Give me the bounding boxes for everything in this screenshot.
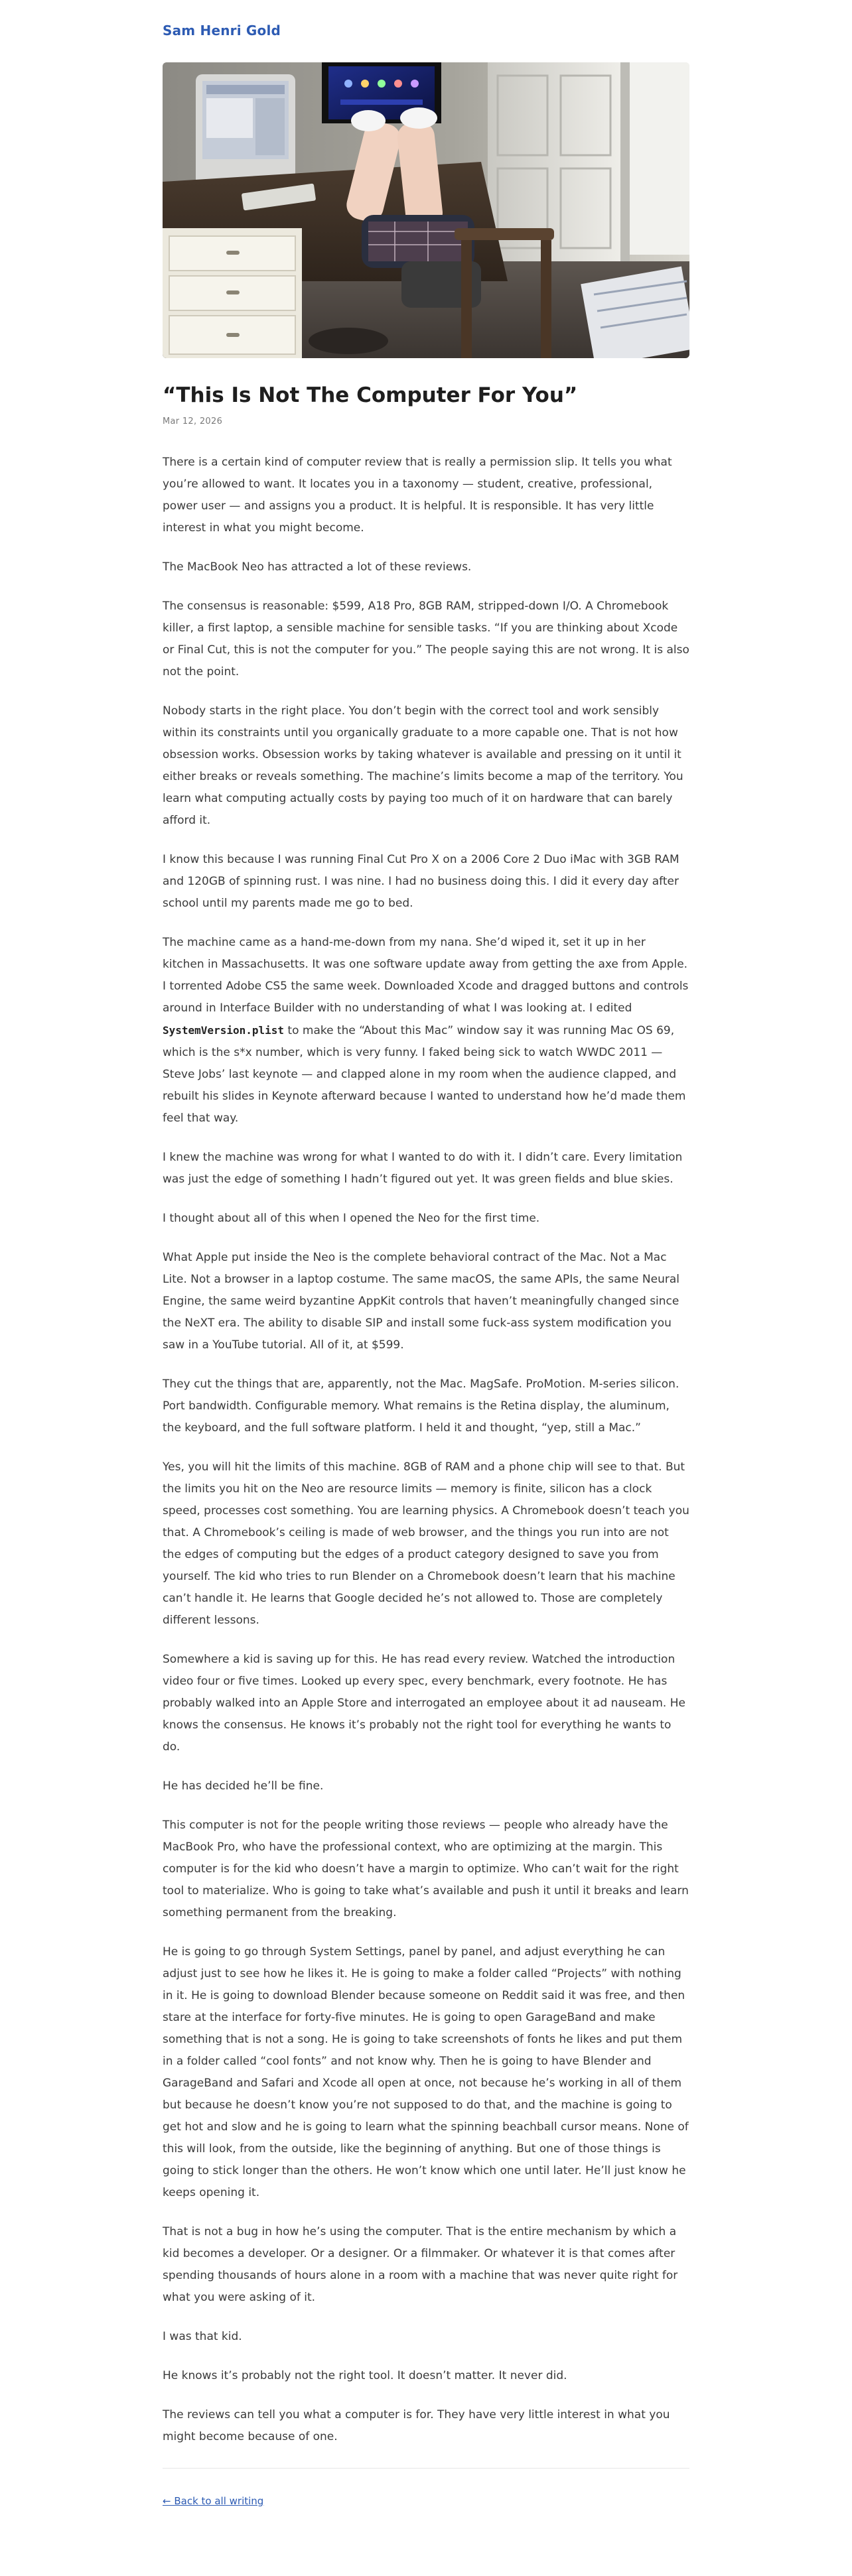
paragraph: What Apple put inside the Neo is the complete behavioral contract of the Mac. Not a Mac Lite. Not a browser in a laptop costume. The same macOS, the same APIs, the same Neural Engine, the same weird byzantine AppKit controls that haven’t meaningfully changed since the NeXT era. The ability to disable SIP and install some fuck-ass system modification you saw in a YouTube tutorial. All of it, at $599. bbox=[163, 1251, 680, 1352]
post-body bbox=[163, 452, 689, 2448]
site-header bbox=[163, 23, 689, 38]
paragraph: Somewhere a kid is saving up for this. He has read every review. Watched the introduction video four or five times. Looked up every spec, every benchmark, every footnote. He has probably walked into an Apple Store and interrogated an employee about it ad nauseam. He knows the consensus. He knows it’s probably not the right tool for everything he wants to do. bbox=[163, 1653, 685, 1754]
paragraph: He knows it’s probably not the right tool. It doesn’t matter. It never did. bbox=[163, 2369, 567, 2382]
hero-image bbox=[163, 62, 689, 358]
paragraph: They cut the things that are, apparently, not the Mac. MagSafe. ProMotion. M-series silicon. Port bandwidth. Configurable memory. What remains is the Retina display, the aluminum, the keyboard, and the full software platform. I held it and thought, “yep, still a Mac.” bbox=[163, 1378, 679, 1435]
footer-divider bbox=[163, 2468, 689, 2469]
paragraph: There is a certain kind of computer review that is really a permission slip. It tells you what you’re allowed to want. It locates you in a taxonomy — student, creative, professional, power user — and assigns you a product. It is helpful. It is responsible. It has very little interest in what you might become. bbox=[163, 456, 672, 535]
paragraph: The MacBook Neo has attracted a lot of these reviews. bbox=[163, 560, 472, 574]
paragraph: I thought about all of this when I opened the Neo for the first time. bbox=[163, 1212, 540, 1225]
paragraph: Yes, you will hit the limits of this machine. 8GB of RAM and a phone chip will see to that. But the limits you hit on the Neo are resource limits — memory is finite, silicon has a clock speed, processes cost something. You are learning physics. A Chromebook doesn’t teach you that. A Chromebook’s ceiling is made of web browser, and the things you run into are not the edges of computing but the edges of a product category designed to save you from yourself. The kid who tries to run Blender on a Chromebook doesn’t learn that his machine can’t handle it. He learns that Google decided he’s not allowed to. Those are completely different lessons. bbox=[163, 1460, 689, 1627]
paragraph: He has decided he’ll be fine. bbox=[163, 1779, 324, 1793]
paragraph-text: to make the “About this Mac” window say it was running Mac OS 69, which is the s*x number, which is very funny. I faked being sick to watch WWDC 2011 — Steve Jobs’ last keynote — and clapped alone in my room when the audience clapped, and rebuilt his slides in Keynote afterward because I wanted to understand how he’d made them feel that way. bbox=[163, 1024, 686, 1125]
post-title: “This Is Not The Computer For You” bbox=[163, 383, 578, 407]
paragraph: The consensus is reasonable: $599, A18 Pro, 8GB RAM, stripped-down I/O. A Chromebook killer, a first laptop, a sensible machine for sensible tasks. “If you are thinking about Xcode or Final Cut, this is not the computer for you.” The people saying this are not wrong. It is also not the point. bbox=[163, 600, 689, 678]
page bbox=[163, 0, 689, 2507]
inline-code: SystemVersion.plist bbox=[163, 1024, 285, 1037]
paragraph-text: The machine came as a hand-me-down from my nana. She’d wiped it, set it up in her kitchen in Massachusetts. It was one software update away from getting the axe from Apple. I torrented Adobe CS5 the same week. Downloaded Xcode and dragged buttons and controls around in Interface Builder with no understanding of what I was looking at. I edited bbox=[163, 936, 689, 1015]
paragraph: That is not a bug in how he’s using the computer. That is the entire mechanism by which a kid becomes a developer. Or a designer. Or a filmmaker. Or whatever it is that comes after spending thousands of hours alone in a room with a machine that was never quite right for what you were asking of it. bbox=[163, 2225, 678, 2304]
paragraph: I knew the machine was wrong for what I wanted to do with it. I didn’t care. Every limitation was just the edge of something I hadn’t figured out yet. It was green fields and blue skies. bbox=[163, 1151, 683, 1186]
paragraph bbox=[163, 932, 689, 1129]
paragraph: Nobody starts in the right place. You don’t begin with the correct tool and work sensibly within its constraints until you organically graduate to a more capable one. That is not how obsession works. Obsession works by taking whatever is available and pressing on it until it either breaks or reveals something. The machine’s limits become a map of the territory. You learn what computing actually costs by paying too much of it on hardware that can barely afford it. bbox=[163, 704, 683, 827]
site-name-link[interactable]: Sam Henri Gold bbox=[163, 23, 281, 38]
paragraph: He is going to go through System Settings, panel by panel, and adjust everything he can adjust just to see how he likes it. He is going to make a folder called “Projects” with nothing in it. He is going to download Blender because someone on Reddit said it was free, and then stare at the interface for forty-five minutes. He is going to open GarageBand and make something that is not a song. He is going to take screenshots of fonts he likes and put them in a folder called “cool fonts” and not know why. Then he is going to have Blender and GarageBand and Safari and Xcode all open at once, not because he’s working in all of them but because he doesn’t know you’re not supposed to do that, and the machine is going to get hot and slow and he is going to learn what the spinning beachball cursor means. None of this will look, from the outside, like the beginning of anything. But one of those things is going to stick longer than the others. He won’t know which one until later. He’ll just know he keeps opening it. bbox=[163, 1945, 689, 2199]
paragraph: This computer is not for the people writing those reviews — people who already have the MacBook Pro, who have the professional context, who are optimizing at the margin. This computer is for the kid who doesn’t have a margin to optimize. Who can’t wait for the right tool to materialize. Who is going to take what’s available and push it until it breaks and learn something permanent from the breaking. bbox=[163, 1819, 689, 1919]
paragraph: The reviews can tell you what a computer is for. They have very little interest in what you might become because of one. bbox=[163, 2408, 670, 2443]
post-date: Mar 12, 2026 bbox=[163, 417, 223, 426]
paragraph: I was that kid. bbox=[163, 2330, 242, 2343]
back-to-all-writing-link[interactable]: ← Back to all writing bbox=[163, 2495, 264, 2507]
paragraph: I know this because I was running Final Cut Pro X on a 2006 Core 2 Duo iMac with 3GB RAM and 120GB of spinning rust. I was nine. I had no business doing this. I did it every day after school until my parents made me go to bed. bbox=[163, 853, 679, 910]
